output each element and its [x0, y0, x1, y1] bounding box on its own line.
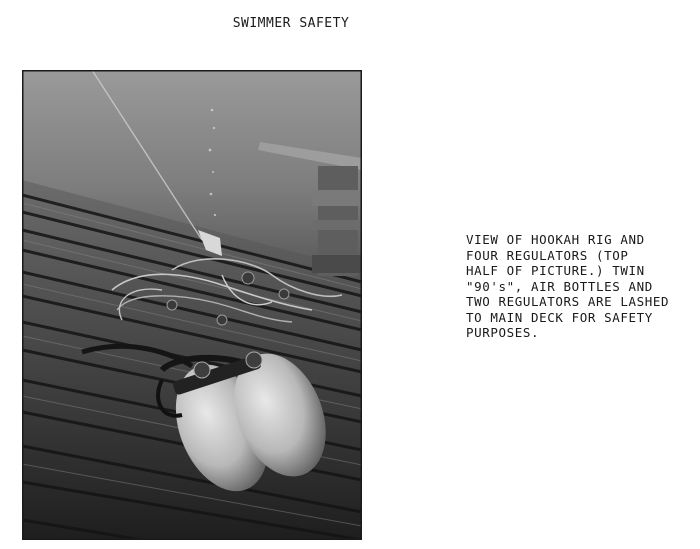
caption-line: FOUR REGULATORS (TOP: [466, 247, 629, 263]
caption-line: PURPOSES.: [466, 325, 540, 340]
page-title: SWIMMER SAFETY: [232, 16, 350, 31]
caption-line: HALF OF PICTURE.) TWIN: [466, 263, 645, 278]
caption-line: TWO REGULATORS ARE LASHED: [466, 294, 670, 309]
caption-line: TO MAIN DECK FOR SAFETY: [466, 309, 653, 325]
caption-line: VIEW OF HOOKAH RIG AND: [466, 232, 645, 247]
photo-caption: [466, 232, 698, 341]
caption-line: "90's", AIR BOTTLES AND: [466, 278, 653, 294]
underwater-deck-photo: [22, 70, 362, 540]
